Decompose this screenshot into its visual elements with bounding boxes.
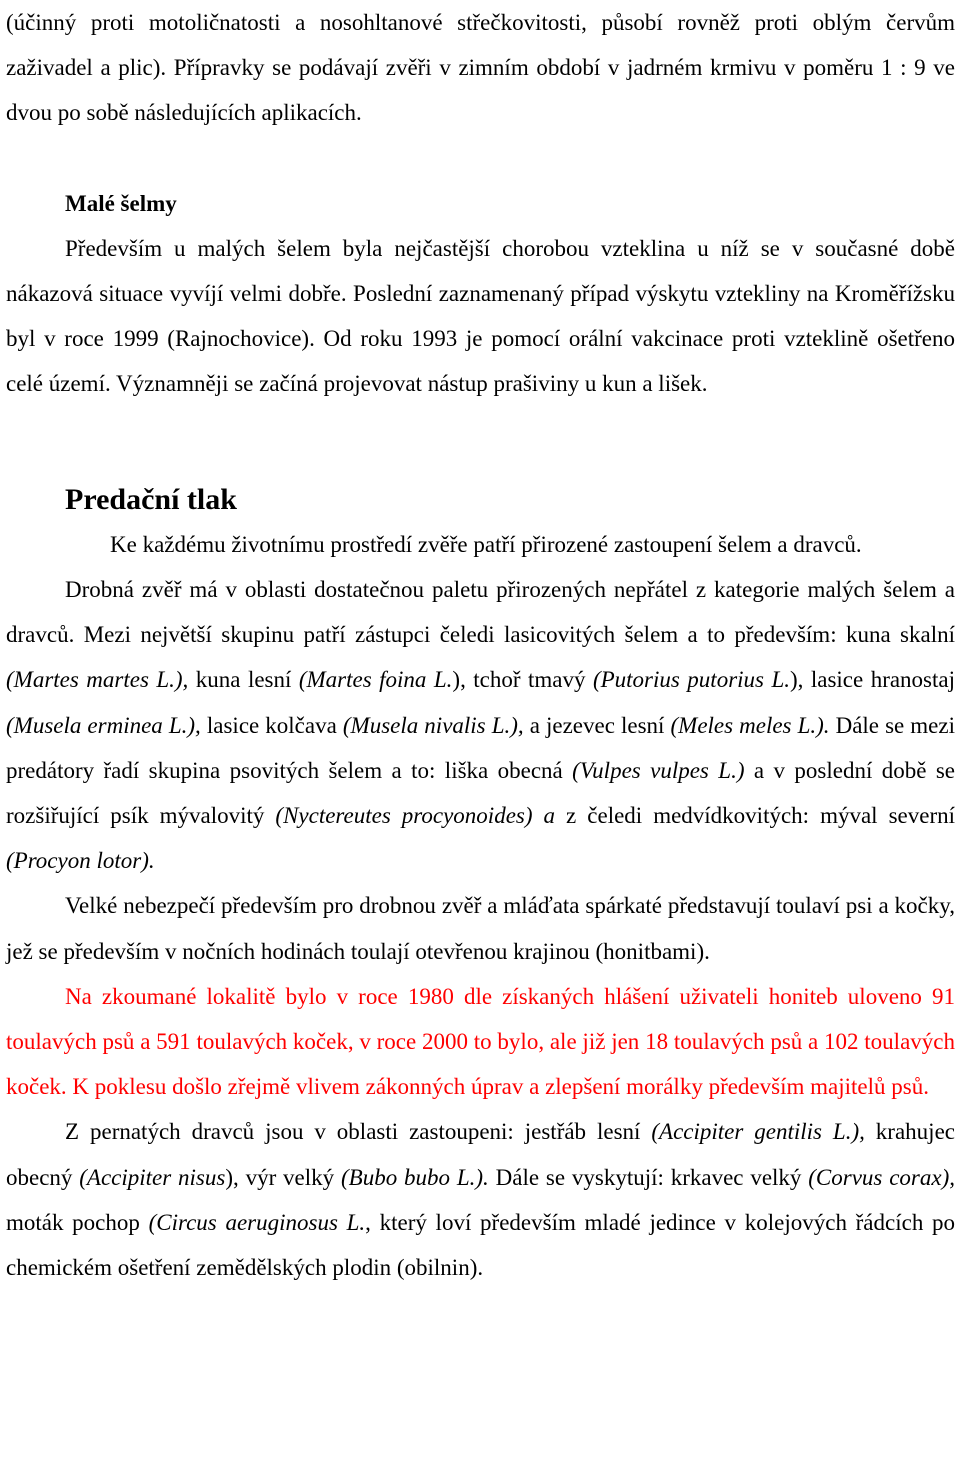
latin-name: (Circus aeruginosus L. bbox=[148, 1209, 366, 1235]
paragraph-birds-of-prey bbox=[6, 1109, 955, 1290]
latin-name: (Vulpes vulpes L.) bbox=[572, 757, 745, 783]
text-run: a jezevec lesní bbox=[523, 712, 671, 738]
latin-name: (Nyctereutes procyonoides) a bbox=[275, 803, 556, 829]
document-page bbox=[6, 0, 955, 1290]
latin-name: (Musela erminea L.), bbox=[6, 712, 201, 738]
text-run: ), lasice hranostaj bbox=[790, 667, 955, 693]
text-run: kuna lesní bbox=[188, 667, 299, 693]
text-run: moták pochop bbox=[6, 1209, 149, 1235]
paragraph-statistics-highlight: Na zkoumané lokalitě bylo v roce 1980 dle získaných hlášení uživateli honiteb uloveno 91 toulavých psů a 591 toulavých koček, v roce 2000 to bylo, ale již jen 18 toulavých psů a 102 toulavých koček. K poklesu došlo zřejmě vlivem zákonných úprav a zlepšení morálky především majitelů psů. bbox=[6, 983, 955, 1100]
heading-small-carnivores: Malé šelmy bbox=[65, 190, 177, 216]
paragraph-predation-intro: Ke každému životnímu prostředí zvěře patří přirozené zastoupení šelem a dravců. bbox=[110, 531, 862, 557]
latin-name: (Martes foina L. bbox=[298, 667, 453, 693]
paragraph-intro: (účinný proti motoličnatosti a nosohltanové střečkovitosti, působí rovněž proti oblým červům zaživadel a plic). Přípravky se podávají zvěři v zimním období v jadrném krmivu v poměru 1 : 9 ve dvou po sobě následujících aplikacích. bbox=[6, 10, 955, 126]
latin-name: (Accipiter gentilis L.), bbox=[651, 1119, 865, 1145]
latin-name: (Procyon lotor). bbox=[6, 848, 155, 874]
paragraph-predators bbox=[6, 567, 955, 883]
latin-name: (Martes martes L.), bbox=[6, 667, 189, 693]
latin-name: (Musela nivalis L.), bbox=[342, 712, 524, 738]
paragraph-small-carnivores: Především u malých šelem byla nejčastější chorobou vzteklina u níž se v současné době nákazová situace vyvíjí velmi dobře. Poslední zaznamenaný případ výskytu vztekliny na Kroměřížsku byl v roce 1999 (Rajnochovice). Od roku 1993 je pomocí orální vakcinace proti vzteklině ošetřeno celé území. Významněji se začíná projevovat nástup prašiviny u kun a lišek. bbox=[6, 235, 955, 397]
text-run: , který loví především mladé jedince v kolejových řádcích po chemickém ošetření zemědělských plodin (obilnin). bbox=[6, 1209, 956, 1281]
latin-name: (Putorius putorius L. bbox=[592, 667, 790, 693]
text-run: ), tchoř tmavý bbox=[452, 667, 593, 693]
text-run: krahujec obecný bbox=[6, 1119, 955, 1190]
text-run: Dále se mezi predátory řadí skupina psovitých šelem a to: liška obecná bbox=[6, 712, 955, 783]
text-run: ), výr velký bbox=[225, 1164, 341, 1190]
latin-name: (Corvus corax), bbox=[808, 1164, 955, 1190]
latin-name: (Accipiter nisus bbox=[79, 1164, 226, 1190]
heading-predation: Predační tlak bbox=[65, 482, 237, 516]
text-run: lasice kolčava bbox=[200, 712, 343, 738]
paragraph-stray-animals: Velké nebezpečí především pro drobnou zvěř a mláďata spárkaté představují toulaví psi a kočky, jež se především v nočních hodinách toulají otevřenou krajinou (honitbami). bbox=[6, 893, 955, 964]
text-run: z čeledi medvídkovitých: mýval severní bbox=[555, 803, 955, 829]
text-run: Z pernatých dravců jsou v oblasti zastoupeni: jestřáb lesní bbox=[65, 1119, 652, 1145]
text-run: Dále se vyskytují: krkavec velký bbox=[488, 1164, 809, 1190]
latin-name: (Bubo bubo L.). bbox=[340, 1164, 489, 1190]
text-run: a v poslední době se rozšiřující psík mývalovitý bbox=[6, 757, 955, 829]
latin-name: (Meles meles L.). bbox=[670, 712, 830, 738]
text-run: Drobná zvěř má v oblasti dostatečnou paletu přirozených nepřátel z kategorie malých šelem a dravců. Mezi největší skupinu patří zástupci čeledi lasicovitých šelem a to především: kuna skalní bbox=[6, 577, 955, 648]
